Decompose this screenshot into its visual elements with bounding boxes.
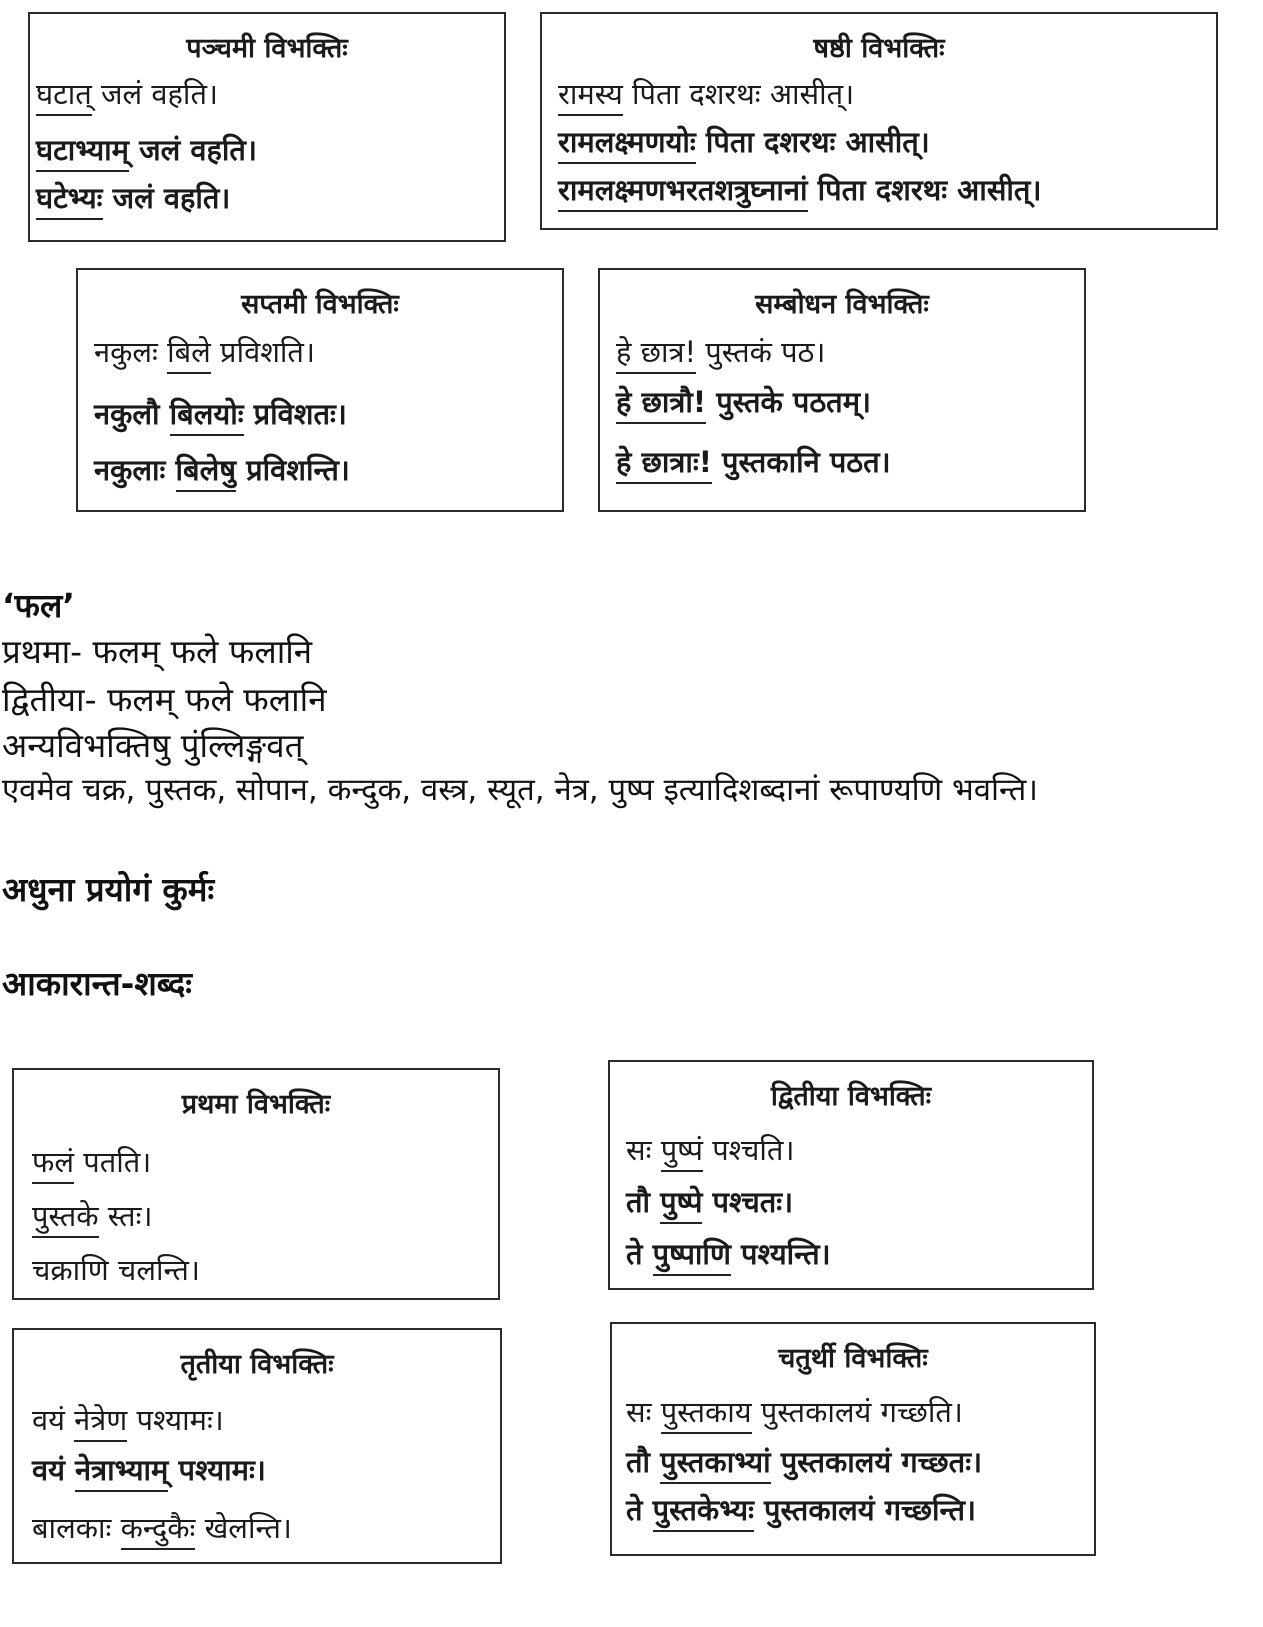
prathama-box	[12, 1068, 500, 1300]
example-line: नकुलौ बिलयोः प्रविशतः।	[94, 394, 347, 433]
example-line: वयं नेत्राभ्याम् पश्यामः।	[32, 1450, 266, 1489]
example-line: चक्राणि चलन्ति।	[32, 1253, 200, 1287]
example-line: हे छात्रौ! पुस्तके पठतम्।	[616, 382, 871, 421]
box-heading: सम्बोधन विभक्तिः	[755, 289, 929, 320]
section-heading: अधुना प्रयोगं कुर्मः	[2, 870, 215, 909]
example-line: तौ पुष्पे पश्चतः।	[626, 1182, 793, 1221]
phal-line: अन्यविभक्तिषु पुंल्लिङ्गवत्	[2, 726, 304, 765]
saptami-box	[76, 268, 564, 512]
sub-heading: आकारान्त-शब्दः	[2, 964, 192, 1003]
box-heading: सप्तमी विभक्तिः	[241, 289, 399, 320]
example-line: सः पुस्तकाय पुस्तकालयं गच्छति।	[626, 1392, 963, 1431]
dvitiya-box	[608, 1060, 1094, 1290]
phal-line: द्वितीया- फलम् फले फलानि	[2, 680, 327, 719]
example-line: तौ पुस्तकाभ्यां पुस्तकालयं गच्छतः।	[626, 1442, 982, 1481]
example-line: रामलक्ष्मणभरतशत्रुघ्नानां पिता दशरथः आसीत्।	[558, 170, 1041, 209]
shashthi-box	[540, 12, 1218, 230]
box-heading: प्रथमा विभक्तिः	[181, 1089, 331, 1120]
example-line: पुस्तके स्तः।	[32, 1196, 152, 1235]
phal-line: एवमेव चक्र, पुस्तक, सोपान, कन्दुक, वस्त्र, स्यूत, नेत्र, पुष्प इत्यादिशब्दानां रूपाण्यणि भवन्ति।	[2, 772, 1039, 808]
example-line: रामलक्ष्मणयोः पिता दशरथः आसीत्।	[558, 122, 930, 161]
example-line: रामस्य पिता दशरथः आसीत्।	[558, 74, 854, 113]
box-heading: तृतीया विभक्तिः	[180, 1349, 334, 1380]
panchami-box	[28, 12, 506, 242]
example-line: हे छात्राः! पुस्तकानि पठत।	[616, 442, 891, 481]
example-line: वयं नेत्रेण पश्यामः।	[32, 1400, 224, 1439]
box-heading: चतुर्थी विभक्तिः	[778, 1343, 928, 1374]
example-line: फलं पतति।	[32, 1142, 151, 1181]
box-heading: द्वितीया विभक्तिः	[770, 1081, 932, 1112]
phal-line: प्रथमा- फलम् फले फलानि	[2, 632, 313, 671]
phal-title: ‘फल’	[2, 586, 75, 625]
example-line: नकुलाः बिलेषु प्रविशन्ति।	[94, 450, 350, 489]
example-line: नकुलः बिले प्रविशति।	[94, 332, 315, 371]
example-line: घटात् जलं वहति।	[36, 74, 218, 113]
example-line: ते पुस्तकेभ्यः पुस्तकालयं गच्छन्ति।	[626, 1490, 976, 1529]
example-line: घटाभ्याम् जलं वहति।	[36, 130, 257, 169]
example-line: ते पुष्पाणि पश्यन्ति।	[626, 1234, 831, 1273]
example-line: हे छात्र! पुस्तकं पठ।	[616, 332, 825, 371]
example-line: सः पुष्पं पश्चति।	[626, 1130, 794, 1169]
example-line: बालकाः कन्दुकैः खेलन्ति।	[32, 1508, 292, 1547]
chaturthi-box	[610, 1322, 1096, 1556]
box-heading: षष्ठी विभक्तिः	[813, 33, 945, 64]
example-line: घटेभ्यः जलं वहति।	[36, 178, 230, 217]
sambodhan-box	[598, 268, 1086, 512]
tritiya-box	[12, 1328, 502, 1564]
box-heading: पञ्चमी विभक्तिः	[186, 33, 348, 64]
